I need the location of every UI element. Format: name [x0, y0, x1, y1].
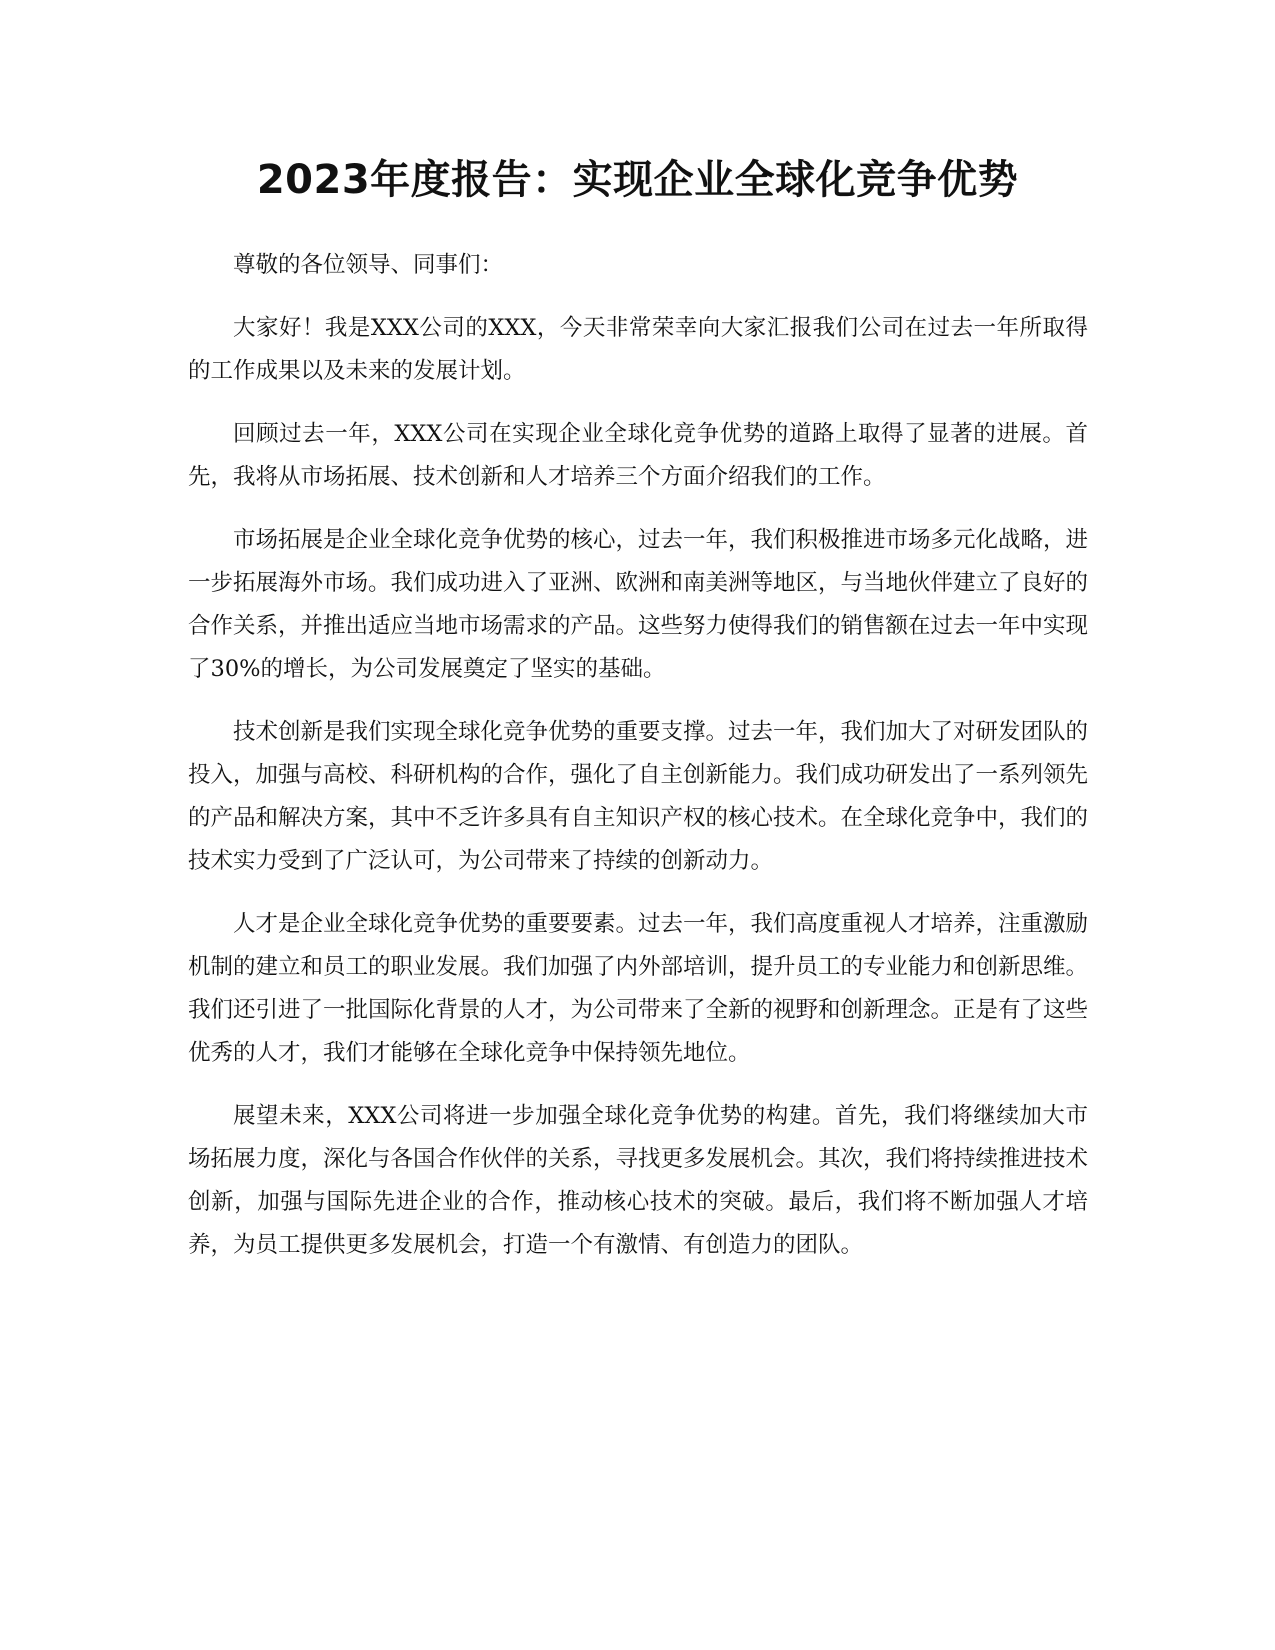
document-title: 2023年度报告：实现企业全球化竞争优势	[256, 157, 1019, 203]
paragraph-talent: 人才是企业全球化竞争优势的重要要素。过去一年，我们高度重视人才培养，注重激励机制的建立和员工的职业发展。我们加强了内外部培训，提升员工的专业能力和创新思维。我们还引进了一批国际化背景的人才，为公司带来了全新的视野和创新理念。正是有了这些优秀的人才，我们才能够在全球化竞争中保持领先地位。	[188, 911, 1089, 1066]
document-body	[188, 244, 1088, 1287]
paragraph-salutation: 尊敬的各位领导、同事们：	[233, 252, 504, 278]
paragraph-greeting: 大家好！我是XXX公司的XXX，今天非常荣幸向大家汇报我们公司在过去一年所取得的工作成果以及未来的发展计划。	[188, 315, 1088, 384]
paragraph-tech-innovation: 技术创新是我们实现全球化竞争优势的重要支撑。过去一年，我们加大了对研发团队的投入，加强与高校、科研机构的合作，强化了自主创新能力。我们成功研发出了一系列领先的产品和解决方案，其中不乏许多具有自主知识产权的核心技术。在全球化竞争中，我们的技术实力受到了广泛认可，为公司带来了持续的创新动力。	[188, 719, 1089, 874]
paragraph-market-expansion: 市场拓展是企业全球化竞争优势的核心，过去一年，我们积极推进市场多元化战略，进一步拓展海外市场。我们成功进入了亚洲、欧洲和南美洲等地区，与当地伙伴建立了良好的合作关系，并推出适应当地市场需求的产品。这些努力使得我们的销售额在过去一年中实现了30%的增长，为公司发展奠定了坚实的基础。	[188, 527, 1089, 682]
paragraph-outlook: 展望未来，XXX公司将进一步加强全球化竞争优势的构建。首先，我们将继续加大市场拓展力度，深化与各国合作伙伴的关系，寻找更多发展机会。其次，我们将持续推进技术创新，加强与国际先进企业的合作，推动核心技术的突破。最后，我们将不断加强人才培养，为员工提供更多发展机会，打造一个有激情、有创造力的团队。	[188, 1103, 1089, 1258]
paragraph-review: 回顾过去一年，XXX公司在实现企业全球化竞争优势的道路上取得了显著的进展。首先，我将从市场拓展、技术创新和人才培养三个方面介绍我们的工作。	[188, 421, 1088, 490]
